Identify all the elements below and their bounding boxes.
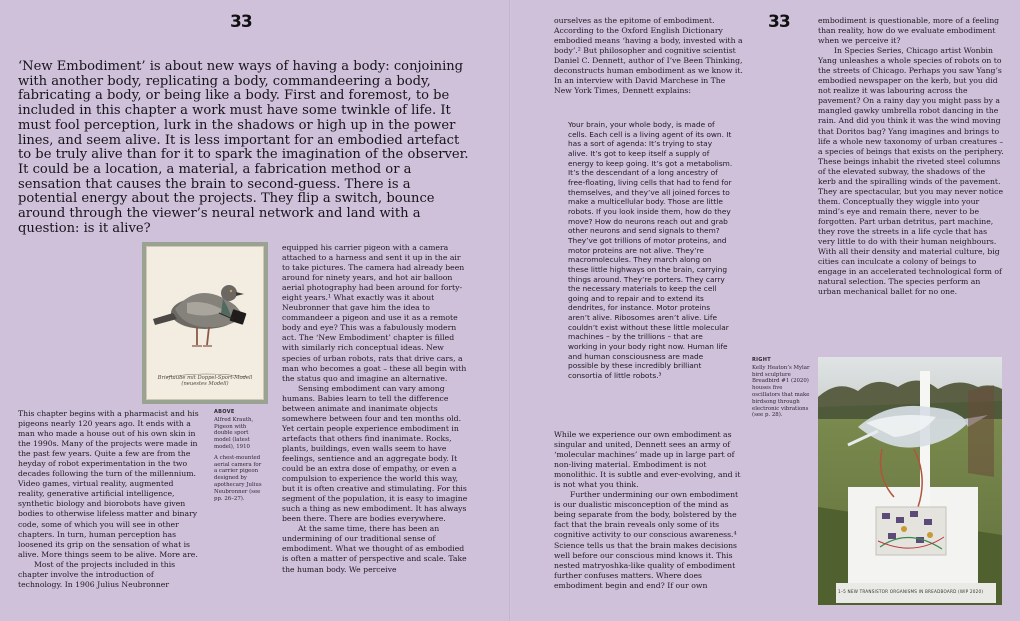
section-symbol-right: 33 — [768, 12, 790, 32]
breadbird-illustration — [818, 357, 1002, 605]
figure-caption-right — [752, 357, 812, 419]
left-column-2 — [282, 243, 470, 575]
body-paragraph: At the same time, there has been an undermining of our traditional sense of embodiment. What we thought of as embodied is often a matter of perspective and scale. Take the human body. We perceive — [282, 524, 467, 574]
right-column-1 — [554, 430, 744, 591]
gutter-divider — [509, 0, 511, 621]
caption-label: RIGHT — [752, 357, 771, 363]
right-column-1-intro — [554, 16, 744, 96]
body-paragraph: This chapter begins with a pharmacist and his pigeons nearly 120 years ago. It ends with a man who made a house out of his own skin in the 1990s. Many of the projects were made in the past few years. Quite a few are from the heyday of robot experimentation in the two decades following the turn of the millennium. Video games, virtual reality, augmented reality, generative artificial intelligence, synthetic biology and biorobots have given bodies to otherwise lifeless matter and binary code, some of which you will see in other chapters. In turn, human perception has loosened its grip on the sensation of what is alive. More things seem to be alive. More are. — [18, 409, 199, 559]
figure-caption-above — [214, 409, 264, 502]
body-paragraph: Further undermining our own embodiment is our dualistic misconception of the mind as being separate from the body, bolstered by the fact that the brain reveals only some of its cognitive activity to our conscious awareness.⁴ Science tells us that the brain makes decisions well before our conscious mind knows it. This nested matryoshka-like quality of embodiment further confuses matters. Where does embodiment begin and end? If our own — [554, 490, 739, 590]
section-symbol-left: 33 — [230, 12, 252, 32]
breadbird-sculpture-photo — [818, 357, 1002, 605]
left-column-1 — [18, 409, 200, 590]
block-quote: Your brain, your whole body, is made of cells. Each cell is a living agent of its own. It has a sort of agenda: It’s trying to stay alive. It’s got to keep itself a supply of energy to keep going. It’s got a metabolism. It’s the descendant of a long ancestry of free-floating, living cells that had to fend for themselves, and they’ve all joined forces to make a multicellular body. Those are little robots. If you look inside them, how do they move? How do neurons reach out and grab other neurons and send signals to them? They’ve got trillions of motor proteins, and motor proteins are not alive. They’re macromolecules. They march along on these little highways on the brain, carrying things around. They’re porters. They carry the necessary materials to keep the cell going and to repair and to extend its dendrites, for instance. Motor proteins aren’t alive. Ribosomes aren’t alive. Life couldn’t exist without these little molecular machines – by the trillions – that are working in your body right now. Human life and human consciousness are made possible by these incredibly brilliant consortia of little robots.³ — [568, 120, 733, 381]
caption-gloss: A chest-mounted aerial camera for a carrier pigeon designed by apothecary Julius Neubronner (see pp. 26–27). — [214, 454, 262, 502]
figure-inscription: Brieftaube mit Doppel-Sport-Modell (neuestes Modell) — [157, 375, 253, 387]
body-paragraph: In Species Series, Chicago artist Wonbin Yang unleashes a whole species of robots on to the streets of Chicago. Perhaps you saw Yang’s embodied newspaper on the kerb, but you did not realize it was labouring across the pavement? On a rainy day you might pass by a mangled gawky umbrella robot dancing in the rain. And did you think it was the wind moving that Doritos bag? Yang imagines and brings to life a whole new taxonomy of urban creatures – a species of beings that exists on the periphery. These beings inhabit the riveted steel columns of the elevated subway, the shadows of the kerb and the spiralling winds of the pavement. They are spectacular, but you may never notice them. Conceptually they wiggle into your mind’s eye and remain there, never to be forgotten. Part urban detritus, part machine, they rove the streets in a life cycle that has very little to do with their human neighbours. With all their density and material culture, big cities can inculcate a colony of beings to engage in an accelerated technological form of natural selection. The species perform an urban mechanical ballet for no one. — [818, 46, 1004, 297]
caption-text: Alfred Krauth, Pigeon with double sport model (latest model), 1910 — [214, 416, 254, 450]
body-paragraph: Most of the projects included in this chapter involve the introduction of technology. In 1906 Julius Neubronner — [18, 559, 176, 589]
body-paragraph: Sensing embodiment can vary among humans. Babies learn to tell the difference between animate and inanimate objects somewhere between four and ten months old. Yet certain people experience embodiment in artefacts that others find inanimate. Rocks, plants, buildings, even walls seem to have feelings, sentience and an aggregate body. It could be an extra dose of empathy, or even a compulsion to experience the world this way, but it is often creative and stimulating. For this segment of the population, it is easy to imagine such a thing as new embodiment. It has always been there. There are bodies everywhere. — [282, 383, 468, 524]
caption-label: ABOVE — [214, 409, 235, 415]
body-paragraph: equipped his carrier pigeon with a camera attached to a harness and sent it up in the air to take pictures. The camera had already been around for ninety years, and hot air balloon aerial photography had been around for forty-eight years.¹ What exactly was it about Neubronner that gave him the idea to commandeer a pigeon and use it as a remote body and eye? This was a fabulously modern act. The ‘New Embodiment’ chapter is filled with similarly rich conceptual ideas. New species of urban robots, rats that drive cars, a man who becomes a goat – these all begin with the status quo and imagine an alternative. — [282, 243, 467, 383]
right-column-2 — [818, 16, 1004, 297]
lead-paragraph: ‘New Embodiment’ is about new ways of having a body: conjoining with another body, replicating a body, commandeering a body, fabricating a body, or being like a body. First and foremost, to be included in this chapter a work must have some twinkle of life. It must fool perception, lurk in the shadows or high up in the power lines, and seem alive. It is less important for an embodied artefact to be truly alive than for it to spark the imagination of the observer. It could be a location, a material, a fabrication method or a sensation that causes the brain to second-guess. There is a potential energy about the projects. They flip a switch, bounce around through the viewer’s neural network and land with a question: is it alive? — [18, 59, 469, 236]
pigeon-photo — [146, 246, 264, 400]
photo-handwritten-label: 1–5 NEW TRANSISTOR ORGANISMS IN BREADBOARD (WIP 2020) — [838, 589, 984, 594]
body-paragraph: ourselves as the epitome of embodiment. According to the Oxford English Dictionary embodied means ‘having a body, invested with a body’.² But philosopher and cognitive scientist Daniel C. Dennett, author of I’ve Been Thinking, deconstructs human embodiment as we know it. In an interview with David Marchese in The New York Times, Dennett explains: — [554, 16, 743, 96]
pigeon-photo-frame — [142, 242, 268, 404]
caption-text: Kelly Heaton’s Mylar bird sculpture Breadbird #1 (2020) houses five oscillators that make birdsong through electronic vibrations (see p. 28). — [752, 364, 810, 419]
body-paragraph: embodiment is questionable, more of a feeling than reality, how do we evaluate embodiment when we perceive it? — [818, 16, 1000, 46]
body-paragraph: While we experience our own embodiment as singular and united, Dennett sees an army of ‘molecular machines’ made up in large part of non-living material. Embodiment is not monolithic. It is subtle and ever-evolving, and it is not what you think. — [554, 430, 741, 490]
